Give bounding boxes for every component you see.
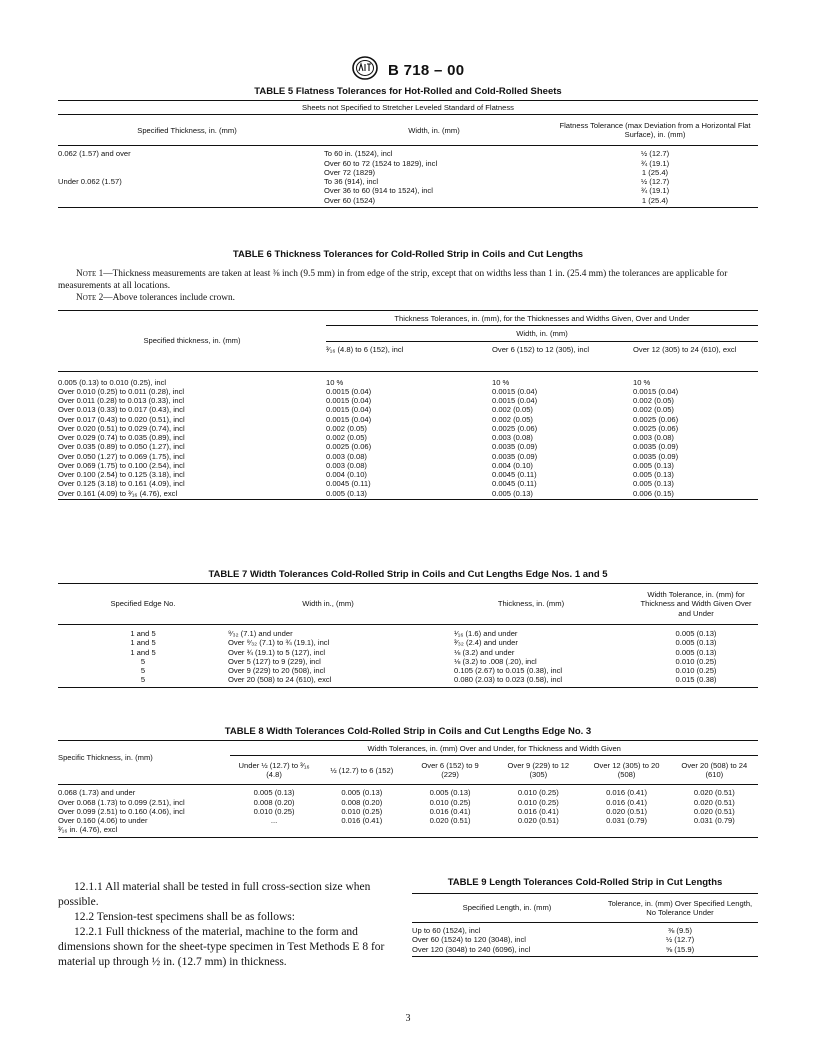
table-cell: Over 0.010 (0.25) to 0.011 (0.28), incl: [58, 386, 185, 396]
table5: [58, 100, 758, 208]
note-label: Note 2: [76, 292, 104, 303]
table6-col-header: Over 6 (152) to 12 (305), incl: [492, 344, 590, 354]
page-number: 3: [405, 1013, 411, 1024]
paragraph: 12.1.1 All material shall be tested in full cross-section size when possible.: [58, 881, 371, 908]
table-cell: 0.005 (0.13): [326, 488, 367, 498]
table8-col-header: Over 12 (305) to 20 (508): [593, 761, 660, 780]
table-cell: 0.005 (0.13): [633, 479, 674, 489]
table-cell: 0.0015 (0.04): [492, 396, 538, 405]
table8-col-header: Over 6 (152) to 9 (229): [421, 761, 479, 780]
table-cell: Over 72 (1829): [324, 167, 376, 177]
table-cell: 10 %: [633, 377, 651, 387]
table-cell: Over 60 (1524): [324, 195, 376, 205]
table-cell: 0.005 (0.13): [253, 788, 295, 798]
table-cell: 0.016 (0.41): [606, 797, 648, 807]
table8-col-header: Specific Thickness, in. (mm): [58, 741, 230, 785]
table-cell: Over 0.011 (0.28) to 0.013 (0.33), incl: [58, 396, 185, 405]
table-cell: 0.020 (0.51): [693, 797, 735, 807]
table-cell: Over 0.069 (1.75) to 0.100 (2.54), incl: [58, 460, 185, 470]
table8: [58, 740, 758, 838]
table-cell: 0.020 (0.51): [606, 806, 648, 816]
table5-col-header: Width, in. (mm): [408, 125, 460, 135]
note-label: Note 1: [76, 269, 104, 279]
table-cell: 0.020 (0.51): [429, 816, 471, 825]
table-cell: 0.002 (0.05): [326, 423, 367, 433]
table-cell: ⁹⁄₃₂ (7.1) and under: [228, 629, 293, 638]
table-cell: 0.005 (0.13): [675, 647, 717, 657]
table-cell: 5: [140, 675, 146, 685]
table-cell: Over 20 (508) to 24 (610), excl: [228, 675, 332, 685]
table-cell: 0.005 (0.13): [675, 629, 717, 638]
table-cell: Over ¾ (19.1) to 5 (127), incl: [228, 647, 326, 657]
table-cell: 0.016 (0.41): [341, 816, 383, 825]
table-cell: 0.105 (2.67) to 0.015 (0.38), incl: [454, 666, 563, 675]
table-cell: Over 120 (3048) to 240 (6096), incl: [412, 944, 531, 954]
table-cell: Up to 60 (1524), incl: [412, 926, 481, 935]
table-cell: [318, 825, 406, 837]
table-cell: ³⁄₃₂ (2.4) and under: [454, 638, 518, 648]
body-text: [58, 880, 396, 970]
table-cell: 0.010 (0.25): [429, 797, 471, 807]
table-cell: ¹⁄₁₆ (1.6) and under: [454, 629, 518, 638]
table-cell: 1 and 5: [130, 638, 156, 648]
table-cell: 0.0035 (0.09): [633, 442, 679, 452]
table5-col-header: Flatness Tolerance (max Deviation from a Horizontal Flat Surface), in. (mm): [559, 121, 751, 140]
table-cell: [494, 825, 582, 837]
table6-caption: TABLE 6 Thickness Tolerances for Cold-Rolled Strip in Coils and Cut Lengths: [232, 249, 584, 260]
table-cell: 0.005 (0.13): [341, 788, 383, 798]
table-cell: Over ⁹⁄₃₂ (7.1) to ¾ (19.1), incl: [228, 638, 330, 648]
table8-col-header: Over 20 (508) to 24 (610): [681, 761, 748, 780]
table-cell: [58, 186, 316, 195]
table-cell: ³⁄₁₆ in. (4.76), excl: [58, 825, 118, 835]
table-cell: 0.010 (0.25): [253, 806, 295, 816]
table-cell: Over 0.160 (4.06) to under: [58, 816, 148, 825]
table-cell: 0.0015 (0.04): [326, 405, 372, 415]
table-cell: ¾ (19.1): [640, 158, 670, 168]
table-cell: 0.006 (0.15): [633, 488, 674, 498]
table6-note-1: [58, 269, 758, 293]
table-cell: 0.031 (0.79): [606, 816, 648, 825]
table-cell: 0.020 (0.51): [693, 788, 735, 798]
table6-col-header: Over 12 (305) to 24 (610), excl: [633, 344, 737, 354]
table5-caption: TABLE 5 Flatness Tolerances for Hot-Rolled and Cold-Rolled Sheets: [254, 86, 562, 97]
table7-col-header: Width Tolerance, in. (mm) for Thickness and Width Given Over and Under: [640, 590, 752, 618]
note-text: —Thickness measurements are taken at least ⅜ inch (9.5 mm) in from edge of the strip, except that on widths less than 1 in. (25.4 mm) the tolerances are applicable for measurements at all locations.: [58, 269, 728, 291]
table-cell: 0.0025 (0.06): [633, 423, 679, 433]
table-cell: 0.0015 (0.04): [326, 386, 372, 396]
table-cell: 0.020 (0.51): [693, 806, 735, 816]
table-cell: [582, 825, 670, 837]
table-cell: 10 %: [326, 377, 344, 387]
table-cell: 0.068 (1.73) and under: [58, 788, 136, 798]
table-cell: ½ (12.7): [640, 177, 670, 186]
table-cell: Over 5 (127) to 9 (229), incl: [228, 656, 321, 666]
table7-col-header: Specified Edge No.: [110, 599, 176, 609]
table-cell: 0.016 (0.41): [517, 806, 559, 816]
table-cell: Over 60 (1524) to 120 (3048), incl: [412, 935, 526, 945]
paragraph: 12.2.1 Full thickness of the material, machine to the form and dimensions shown for the sheet-type specimen in Test Methods E 8 for material up through ½ in. (12.7 mm) in thickness.: [58, 925, 385, 968]
table-cell: Over 0.017 (0.43) to 0.020 (0.51), incl: [58, 414, 185, 424]
table-cell: 1 (25.4): [641, 195, 669, 205]
table-cell: 0.002 (0.05): [326, 433, 367, 442]
table-cell: ⅝ (15.9): [665, 944, 695, 954]
table6-col-header: Specified thickness, in. (mm): [58, 311, 326, 372]
table-cell: 0.003 (0.08): [492, 433, 533, 442]
table-cell: 0.010 (0.25): [675, 666, 717, 675]
table-cell: 0.0015 (0.04): [326, 414, 372, 424]
table-cell: 0.020 (0.51): [517, 816, 559, 825]
table-cell: To 36 (914), incl: [324, 177, 379, 186]
paragraph: 12.2 Tension-test specimens shall be as follows:: [74, 910, 295, 923]
table-cell: 0.0045 (0.11): [492, 470, 537, 479]
table-cell: 0.0025 (0.06): [326, 442, 372, 452]
table-cell: Over 9 (229) to 20 (508), incl: [228, 666, 326, 675]
table-cell: ½ (12.7): [665, 935, 695, 945]
table-cell: 0.0045 (0.11): [326, 479, 371, 489]
table-cell: 0.010 (0.25): [341, 806, 383, 816]
table5-col-header: Specified Thickness, in. (mm): [137, 125, 237, 135]
table-cell: 0.008 (0.20): [253, 797, 295, 807]
table8-caption: TABLE 8 Width Tolerances Cold-Rolled Strip in Coils and Cut Lengths Edge No. 3: [224, 726, 592, 737]
table-cell: 5: [140, 656, 146, 666]
table-cell: [58, 159, 316, 168]
table8-col-header: Under ½ (12.7) to ³⁄₁₆ (4.8): [238, 761, 310, 780]
table6-notes: [58, 269, 758, 305]
document-header: [0, 56, 816, 85]
table-cell: 0.0035 (0.09): [492, 451, 538, 461]
table7-col-header: Thickness, in. (mm): [497, 599, 565, 609]
table-cell: 0.016 (0.41): [429, 806, 471, 816]
table-cell: 0.0025 (0.06): [492, 423, 538, 433]
table7: [58, 583, 758, 688]
table-cell: 0.031 (0.79): [693, 816, 735, 825]
table-cell: Under 0.062 (1.57): [58, 177, 122, 186]
table-cell: 0.005 (0.13): [429, 788, 471, 798]
table-cell: Over 0.099 (2.51) to 0.160 (4.06), incl: [58, 806, 185, 816]
table-cell: 10 %: [492, 377, 510, 387]
table-cell: Over 0.100 (2.54) to 0.125 (3.18), incl: [58, 470, 185, 479]
table7-caption: TABLE 7 Width Tolerances Cold-Rolled Strip in Coils and Cut Lengths Edge Nos. 1 and 5: [208, 569, 608, 580]
table-cell: 0.0015 (0.04): [633, 386, 679, 396]
table6: [58, 310, 758, 500]
table-cell: Over 0.050 (1.27) to 0.069 (1.75), incl: [58, 451, 185, 461]
table-cell: 0.010 (0.25): [517, 788, 559, 798]
table-cell: ⅛ (3.2) to .008 (.20), incl: [454, 656, 537, 666]
table-cell: 0.016 (0.41): [606, 788, 648, 798]
table-cell: [58, 196, 316, 208]
table6-width-header: Width, in. (mm): [326, 326, 758, 341]
table-cell: 0.005 (0.13): [492, 488, 533, 498]
table9-col-header: Tolerance, in. (mm) Over Specified Length, No Tolerance Under: [607, 898, 753, 917]
table-cell: To 60 in. (1524), incl: [324, 149, 393, 159]
table-cell: 0.008 (0.20): [341, 797, 383, 807]
standard-designation: B 718 – 00: [388, 62, 465, 79]
table-cell: 0.005 (0.13): [675, 638, 717, 648]
table-cell: 0.015 (0.38): [675, 675, 717, 685]
table-cell: Over 0.161 (4.09) to ³⁄₁₆ (4.76), excl: [58, 488, 178, 498]
table-cell: 0.002 (0.05): [633, 396, 674, 405]
table-cell: 1 and 5: [130, 629, 156, 638]
table7-col-header: Width in., (mm): [302, 599, 354, 609]
table-cell: 0.0045 (0.11): [492, 479, 537, 489]
table-cell: 0.005 (0.13): [633, 460, 674, 470]
table8-span-header: Width Tolerances, in. (mm) Over and Under, for Thickness and Width Given: [230, 741, 758, 756]
table-cell: Over 0.125 (3.18) to 0.161 (4.09), incl: [58, 479, 185, 489]
table6-span-header: Thickness Tolerances, in. (mm), for the Thicknesses and Widths Given, Over and Under: [326, 311, 758, 326]
table-cell: 0.004 (0.10): [492, 460, 533, 470]
table-cell: Over 60 to 72 (1524 to 1829), incl: [324, 158, 438, 168]
table-cell: 0.010 (0.25): [517, 797, 559, 807]
table-cell: [230, 825, 317, 837]
table9-caption: TABLE 9 Length Tolerances Cold-Rolled Strip in Cut Lengths: [447, 877, 723, 888]
table-cell: Over 0.013 (0.33) to 0.017 (0.43), incl: [58, 405, 185, 415]
table-cell: 0.005 (0.13): [633, 470, 674, 479]
table-cell: [58, 168, 316, 177]
table-cell: Over 36 to 60 (914 to 1524), incl: [324, 186, 433, 196]
table-cell: 0.0035 (0.09): [492, 442, 538, 452]
table-cell: 0.002 (0.05): [633, 405, 674, 415]
table6-col-header: ³⁄₁₆ (4.8) to 6 (152), incl: [326, 344, 404, 354]
table-cell: 0.004 (0.10): [326, 470, 367, 479]
table5-span-header: Sheets not Specified to Stretcher Leveled Standard of Flatness: [302, 103, 514, 112]
table-cell: ⅛ (3.2) and under: [454, 647, 515, 657]
astm-logo-icon: [352, 56, 378, 85]
table-cell: 0.010 (0.25): [675, 656, 717, 666]
table-cell: ...: [270, 816, 278, 825]
table-cell: 0.003 (0.08): [326, 460, 367, 470]
table8-col-header: ½ (12.7) to 6 (152): [330, 765, 394, 775]
table-cell: ½ (12.7): [640, 149, 670, 159]
table-cell: 0.003 (0.08): [633, 433, 674, 442]
table-cell: 5: [140, 666, 146, 675]
table-cell: 0.005 (0.13) to 0.010 (0.25), incl: [58, 377, 167, 387]
table-cell: 0.062 (1.57) and over: [58, 149, 131, 159]
table-cell: [671, 825, 758, 837]
table8-col-header: Over 9 (229) to 12 (305): [507, 761, 570, 780]
table-cell: 0.002 (0.05): [492, 405, 533, 415]
table-cell: ⅜ (9.5): [667, 926, 693, 935]
table-cell: 0.0015 (0.04): [326, 396, 372, 405]
table-cell: Over 0.029 (0.74) to 0.035 (0.89), incl: [58, 433, 185, 442]
table-cell: [406, 825, 494, 837]
table9: [412, 893, 758, 957]
table-cell: 0.003 (0.08): [326, 451, 367, 461]
table-cell: Over 0.068 (1.73) to 0.099 (2.51), incl: [58, 797, 185, 807]
table6-note-2: [58, 293, 758, 305]
table-cell: 0.080 (2.03) to 0.023 (0.58), incl: [454, 675, 563, 685]
note-text: —Above tolerances include crown.: [103, 292, 235, 303]
table-cell: 1 and 5: [130, 647, 156, 657]
table-cell: 0.002 (0.05): [492, 414, 533, 424]
table9-col-header: Specified Length, in. (mm): [462, 903, 552, 913]
table-cell: Over 0.020 (0.51) to 0.029 (0.74), incl: [58, 423, 185, 433]
table-cell: 0.0025 (0.06): [633, 414, 679, 424]
table-cell: 0.0035 (0.09): [633, 451, 679, 461]
table-cell: 1 (25.4): [641, 167, 669, 177]
table-cell: 0.0015 (0.04): [492, 386, 538, 396]
table-cell: ¾ (19.1): [640, 186, 670, 196]
table-cell: Over 0.035 (0.89) to 0.050 (1.27), incl: [58, 442, 185, 452]
